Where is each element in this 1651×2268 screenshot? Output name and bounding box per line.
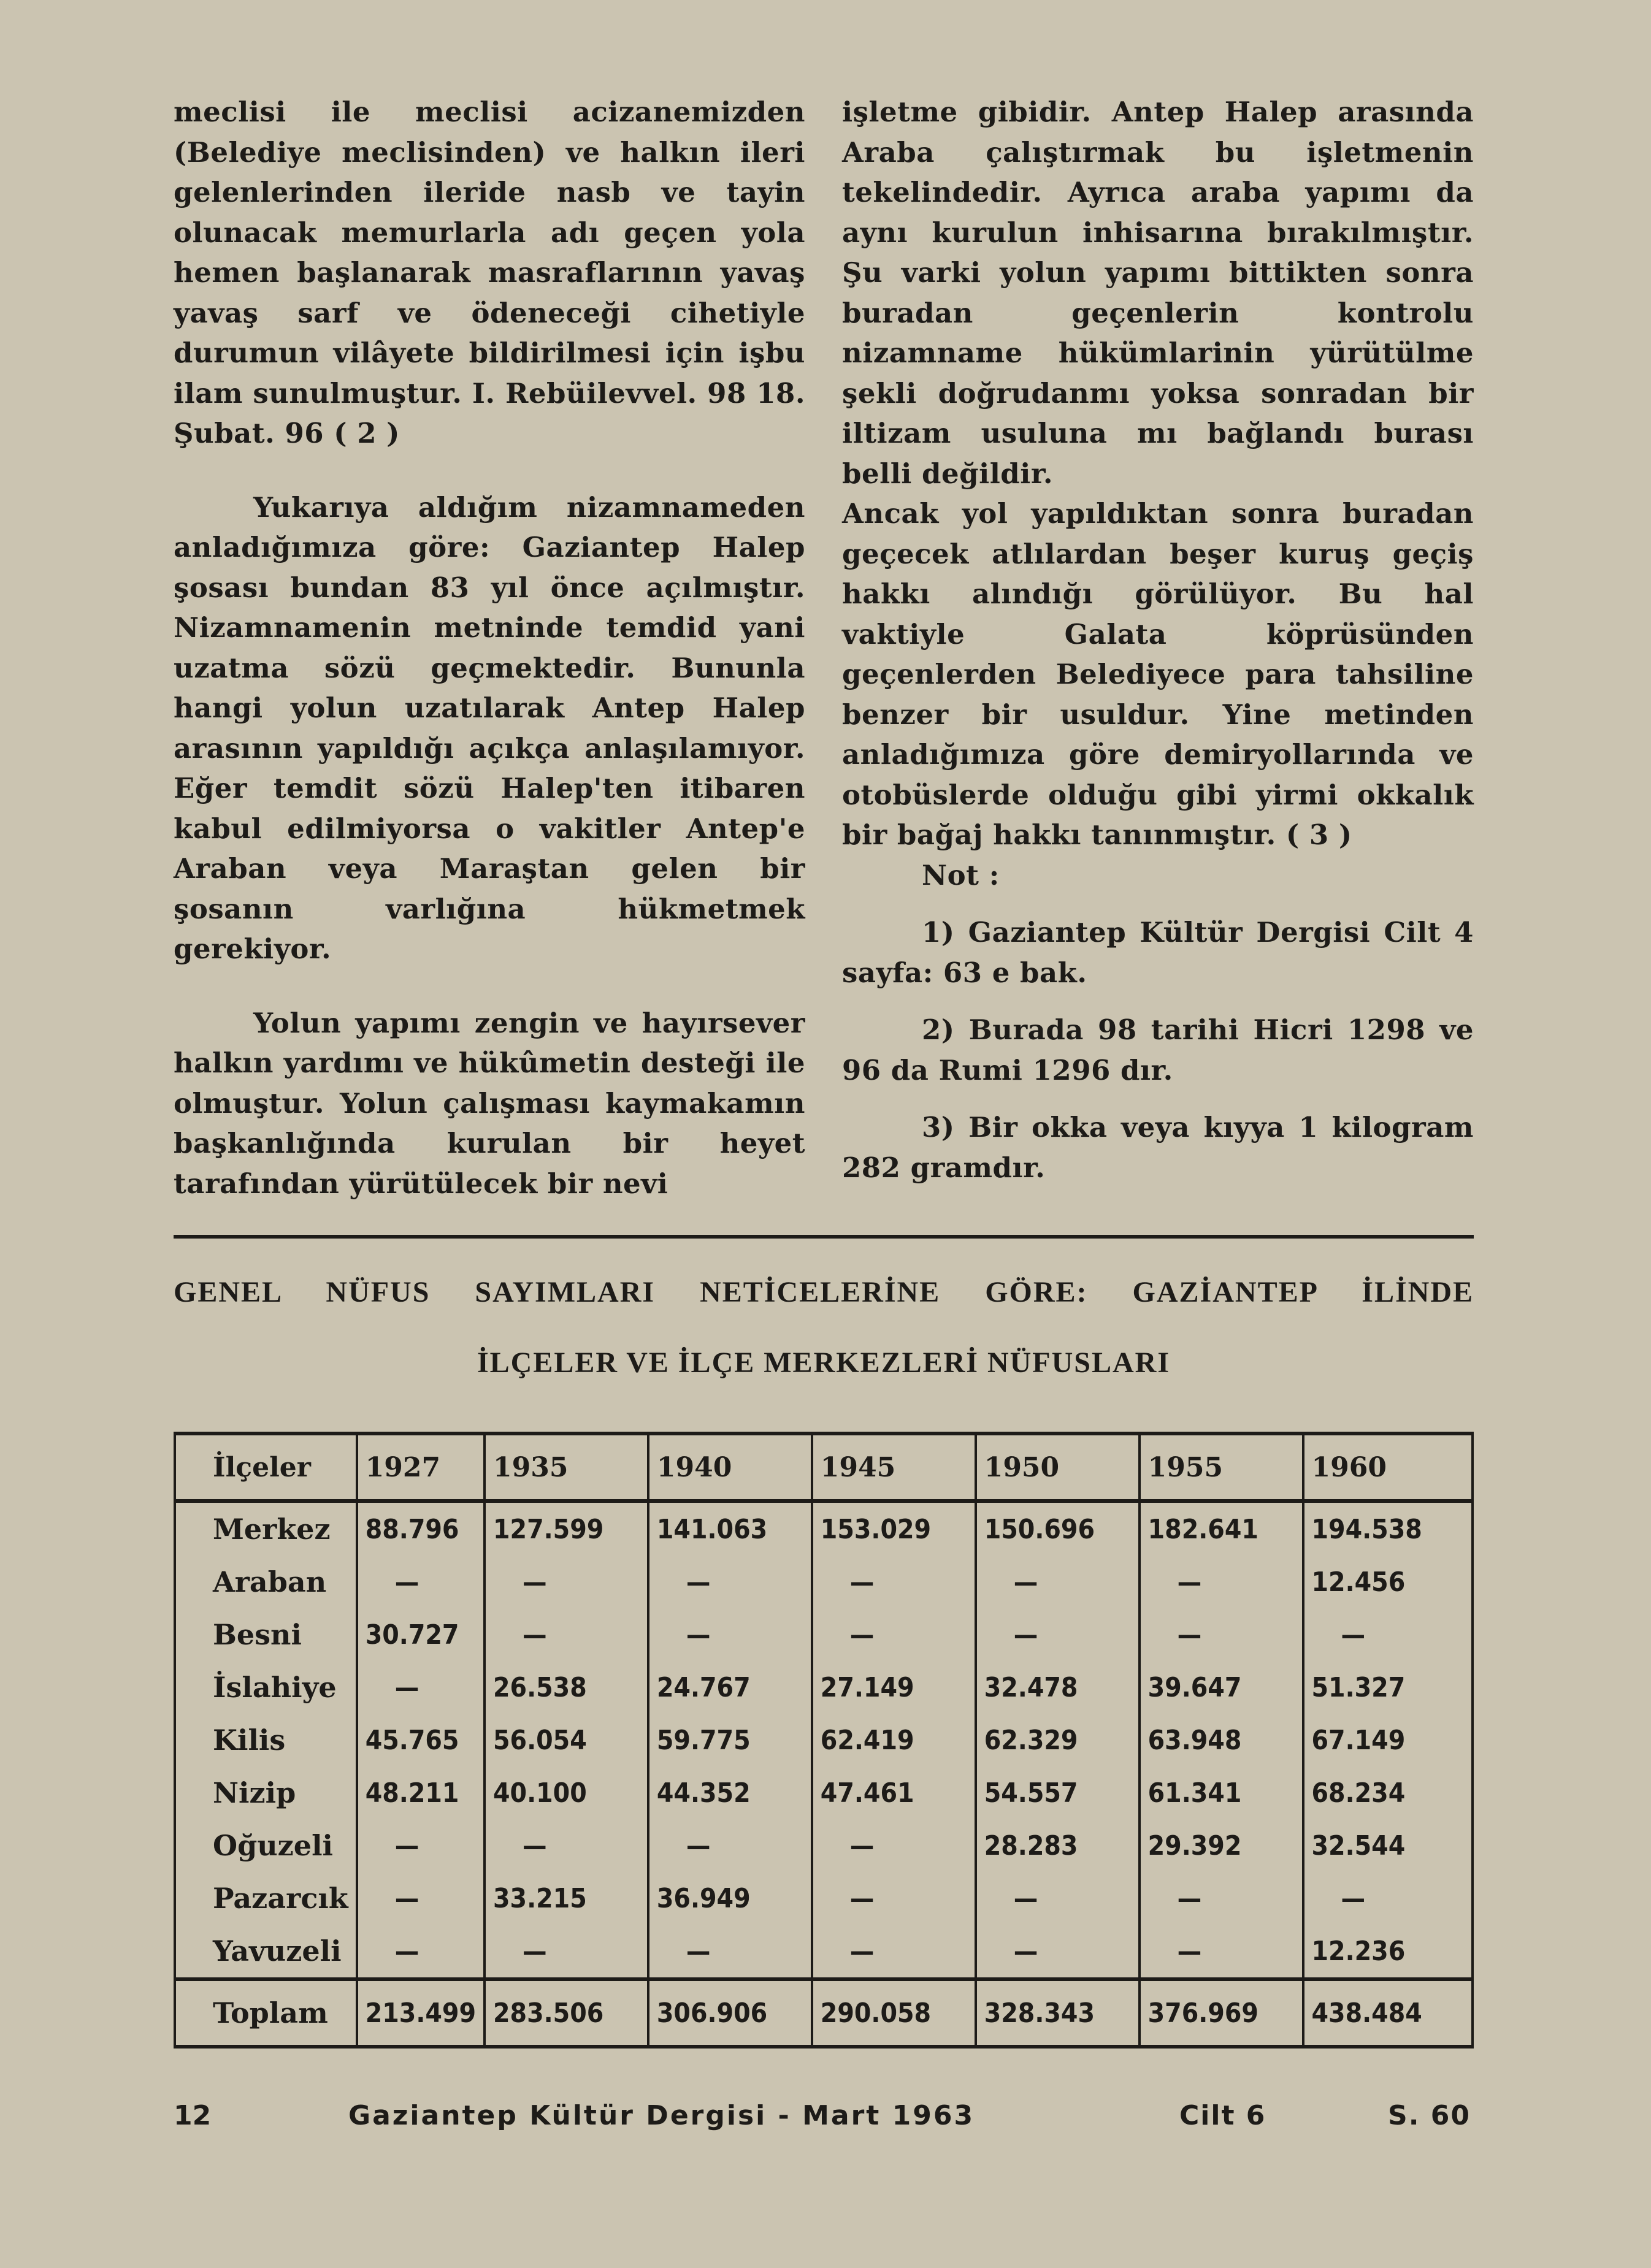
table-row xyxy=(175,1714,1473,1766)
table-cell: 61.341 xyxy=(1140,1766,1303,1819)
section-divider xyxy=(174,1235,1474,1239)
table-cell: — xyxy=(357,1819,485,1872)
table-cell: — xyxy=(976,1925,1140,1979)
table-cell: 63.948 xyxy=(1140,1714,1303,1766)
header-year: 1945 xyxy=(812,1434,976,1501)
total-cell: 213.499 xyxy=(357,1979,485,2047)
table-cell: 56.054 xyxy=(485,1714,648,1766)
table-row xyxy=(175,1925,1473,1979)
table-cell: 27.149 xyxy=(812,1661,976,1714)
table-cell: — xyxy=(1140,1925,1303,1979)
table-cell: — xyxy=(648,1925,812,1979)
table-cell: — xyxy=(1140,1556,1303,1608)
district-name: Oğuzeli xyxy=(175,1819,357,1872)
district-name: Araban xyxy=(175,1556,357,1608)
table-cell: — xyxy=(485,1819,648,1872)
table-row xyxy=(175,1872,1473,1925)
table-cell: — xyxy=(812,1608,976,1661)
district-name: Besni xyxy=(175,1608,357,1661)
left-paragraph-3: Yolun yapımı zengin ve hayırsever halkın yardımı ve hükûmetin desteği ile olmuştur. Yolun çalışması kaymakamın başkanlığında kurulan bir heyet tarafından yürütülecek bir nevi xyxy=(174,1006,805,1200)
table-cell: 88.796 xyxy=(357,1501,485,1556)
table-cell: 40.100 xyxy=(485,1766,648,1819)
header-year: 1935 xyxy=(485,1434,648,1501)
table-cell: 153.029 xyxy=(812,1501,976,1556)
left-paragraph-2: Yukarıya aldığım nizamnameden anladığımıza göre: Gaziantep Halep şosası bundan 83 yıl önce açılmıştır. Nizamnamenin metninde temdid yani uzatma sözü geçmektedir. Bununla hangi yolun uzatılarak Antep Halep arasının yapıldığı açıkça anlaşılamıyor. Eğer temdit sözü Halep'ten itibaren kabul edilmiyorsa o vakitler Antep'e Araban veya Maraştan gelen bir şosanın varlığına hükmetmek gerekiyor. xyxy=(174,491,805,965)
table-cell: 141.063 xyxy=(648,1501,812,1556)
table-cell: — xyxy=(1140,1608,1303,1661)
table-cell: — xyxy=(357,1556,485,1608)
table-cell: 32.544 xyxy=(1303,1819,1473,1872)
table-cell: 194.538 xyxy=(1303,1501,1473,1556)
total-cell: 283.506 xyxy=(485,1979,648,2047)
table-cell: 24.767 xyxy=(648,1661,812,1714)
table-cell: 12.456 xyxy=(1303,1556,1473,1608)
district-name: İslahiye xyxy=(175,1661,357,1714)
district-name: Nizip xyxy=(175,1766,357,1819)
table-cell: 33.215 xyxy=(485,1872,648,1925)
table-row xyxy=(175,1608,1473,1661)
table-cell: — xyxy=(1140,1872,1303,1925)
table-cell: 29.392 xyxy=(1140,1819,1303,1872)
table-row xyxy=(175,1556,1473,1608)
table-cell: — xyxy=(976,1872,1140,1925)
table-cell: — xyxy=(648,1608,812,1661)
header-year: 1950 xyxy=(976,1434,1140,1501)
total-cell: 328.343 xyxy=(976,1979,1140,2047)
table-cell: — xyxy=(812,1819,976,1872)
left-column xyxy=(174,92,805,1204)
table-cell: 182.641 xyxy=(1140,1501,1303,1556)
page-footer xyxy=(174,2100,1474,2137)
issue-label: S. 60 xyxy=(1388,2100,1471,2131)
note-1: 1) Gaziantep Kültür Dergisi Cilt 4 sayfa: 63 e bak. xyxy=(842,916,1474,989)
table-cell: — xyxy=(648,1819,812,1872)
table-row xyxy=(175,1819,1473,1872)
district-name: Merkez xyxy=(175,1501,357,1556)
table-cell: 12.236 xyxy=(1303,1925,1473,1979)
table-header-row xyxy=(175,1434,1473,1501)
header-year: 1960 xyxy=(1303,1434,1473,1501)
table-cell: 36.949 xyxy=(648,1872,812,1925)
page-number: 12 xyxy=(174,2100,212,2131)
table-cell: — xyxy=(812,1556,976,1608)
header-year: 1955 xyxy=(1140,1434,1303,1501)
table-cell: — xyxy=(976,1556,1140,1608)
table-row xyxy=(175,1661,1473,1714)
right-column xyxy=(842,92,1474,1188)
table-cell: 30.727 xyxy=(357,1608,485,1661)
notes-title: Not : xyxy=(922,858,1000,892)
table-cell: 44.352 xyxy=(648,1766,812,1819)
table-cell: 32.478 xyxy=(976,1661,1140,1714)
table-cell: — xyxy=(357,1661,485,1714)
district-name: Pazarcık xyxy=(175,1872,357,1925)
table-cell: 127.599 xyxy=(485,1501,648,1556)
table-cell: — xyxy=(648,1556,812,1608)
right-paragraph-1: işletme gibidir. Antep Halep arasında Araba çalıştırmak bu işletmenin tekelindedir. Ayrıca araba yapımı da aynı kurulun inhisarına bırakılmıştır. Şu varki yolun yapımı bittikten sonra buradan geçenlerin kontrolu nizamname hükümlarinin yürütülme şekli doğrudanmı yoksa sonradan bir iltizam usuluna mı bağlandı burası belli değildir. xyxy=(842,96,1474,490)
table-cell: 39.647 xyxy=(1140,1661,1303,1714)
table-cell: 59.775 xyxy=(648,1714,812,1766)
right-paragraph-2: Ancak yol yapıldıktan sonra buradan geçecek atlılardan beşer kuruş geçiş hakkı alındığı görülüyor. Bu hal vaktiyle Galata köprüsünden geçenlerden Belediyece para tahsiline benzer bir usuldur. Yine metinden anladığımıza göre demiryollarında ve otobüslerde olduğu gibi yirmi okkalık bir bağaj hakkı tanınmıştır. ( 3 ) xyxy=(842,497,1474,851)
table-row xyxy=(175,1766,1473,1819)
table-cell: 62.419 xyxy=(812,1714,976,1766)
note-2: 2) Burada 98 tarihi Hicri 1298 ve 96 da Rumi 1296 dır. xyxy=(842,1014,1474,1086)
table-cell: — xyxy=(485,1556,648,1608)
table-cell: 150.696 xyxy=(976,1501,1140,1556)
table-cell: 48.211 xyxy=(357,1766,485,1819)
header-year: 1927 xyxy=(357,1434,485,1501)
table-cell: 45.765 xyxy=(357,1714,485,1766)
table-cell: 51.327 xyxy=(1303,1661,1473,1714)
total-label: Toplam xyxy=(175,1979,357,2047)
table-cell: — xyxy=(357,1925,485,1979)
table-cell: 68.234 xyxy=(1303,1766,1473,1819)
note-3: 3) Bir okka veya kıyya 1 kilogram 282 gramdır. xyxy=(842,1111,1474,1184)
total-cell: 306.906 xyxy=(648,1979,812,2047)
population-table xyxy=(174,1432,1474,2048)
table-cell: 62.329 xyxy=(976,1714,1140,1766)
journal-name: Gaziantep Kültür Dergisi - Mart 1963 xyxy=(348,2100,975,2131)
total-row xyxy=(175,1979,1473,2047)
total-cell: 438.484 xyxy=(1303,1979,1473,2047)
left-paragraph-1: meclisi ile meclisi acizanemizden (Belediye meclisinden) ve halkın ileri gelenlerinden ileride nasb ve tayin olunacak memurlarla adı geçen yola hemen başlanarak masraflarının yavaş yavaş sarf ve ödeneceği cihetiyle durumun vilâyete bildirilmesi için işbu ilam sunulmuştur. I. Rebüilevvel. 98 18. Şubat. 96 ( 2 ) xyxy=(174,96,805,449)
table-cell: 28.283 xyxy=(976,1819,1140,1872)
table-cell: — xyxy=(357,1872,485,1925)
table-cell: — xyxy=(485,1608,648,1661)
table-heading-line-2: İLÇELER VE İLÇE MERKEZLERİ NÜFUSLARI xyxy=(477,1346,1170,1379)
table-cell: 67.149 xyxy=(1303,1714,1473,1766)
table-cell: — xyxy=(485,1925,648,1979)
table-cell: 26.538 xyxy=(485,1661,648,1714)
district-name: Yavuzeli xyxy=(175,1925,357,1979)
table-row xyxy=(175,1501,1473,1556)
table-cell: — xyxy=(1303,1608,1473,1661)
table-cell: 54.557 xyxy=(976,1766,1140,1819)
header-ilceler: İlçeler xyxy=(175,1434,357,1501)
table-cell: — xyxy=(812,1925,976,1979)
table-cell: — xyxy=(812,1872,976,1925)
district-name: Kilis xyxy=(175,1714,357,1766)
table-cell: — xyxy=(1303,1872,1473,1925)
table-cell: — xyxy=(976,1608,1140,1661)
table-heading-line-1: GENEL NÜFUS SAYIMLARI NETİCELERİNE GÖRE: GAZİANTEP İLİNDE xyxy=(174,1276,1474,1308)
total-cell: 376.969 xyxy=(1140,1979,1303,2047)
volume-label: Cilt 6 xyxy=(1179,2100,1266,2131)
table-cell: 47.461 xyxy=(812,1766,976,1819)
header-year: 1940 xyxy=(648,1434,812,1501)
total-cell: 290.058 xyxy=(812,1979,976,2047)
